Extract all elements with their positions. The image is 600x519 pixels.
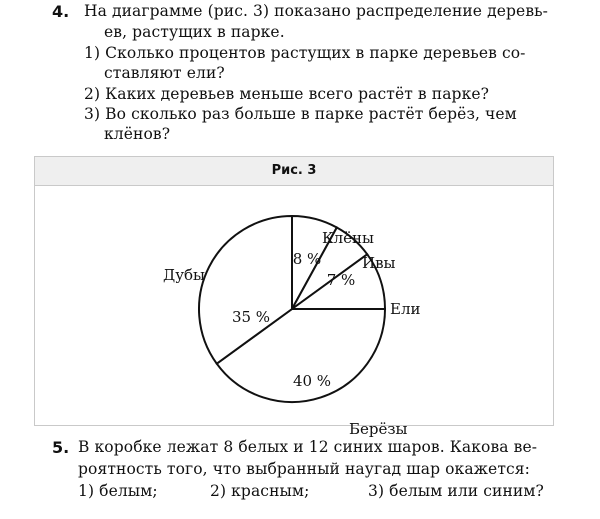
question-3-line: 3) Во сколько раз больше в парке растёт берёз, чем <box>84 105 517 123</box>
problem-text-line: На диаграмме (рис. 3) показано распределение деревь- <box>84 2 549 20</box>
question-2-line: 2) Каких деревьев меньше всего растёт в парке? <box>84 85 490 103</box>
slice-percent-label: 7 % <box>326 271 356 289</box>
question-3-line: клёнов? <box>104 125 171 143</box>
problem-number: 4. <box>52 2 70 21</box>
question-1-line: ставляют ели? <box>104 64 225 82</box>
slice-percent-label: 8 % <box>292 250 322 268</box>
answer-option: 2) красным; <box>210 482 310 500</box>
slice-name-label: Берёзы <box>349 420 408 438</box>
answer-option: 3) белым или синим? <box>368 482 544 500</box>
problem-text-line: В коробке лежат 8 белых и 12 синих шаров. Какова ве- <box>78 438 538 456</box>
slice-percent-label: 35 % <box>231 308 271 326</box>
problem-text-line: роятность того, что выбранный наугад шар окажется: <box>78 460 530 478</box>
figure-title: Рис. 3 <box>35 157 553 186</box>
slice-name-label: Ивы <box>362 254 396 272</box>
question-1-line: 1) Сколько процентов растущих в парке деревьев со- <box>84 44 526 62</box>
slice-name-label: Клёны <box>322 229 374 247</box>
slice-percent-label: 40 % <box>292 372 332 390</box>
answer-option: 1) белым; <box>78 482 158 500</box>
problem-text-line: ев, растущих в парке. <box>104 23 285 41</box>
problem-number: 5. <box>52 438 70 457</box>
slice-name-label: Дубы <box>163 266 205 284</box>
slice-name-label: Ели <box>390 300 421 318</box>
pie-chart <box>35 186 553 438</box>
figure-box <box>34 156 554 438</box>
